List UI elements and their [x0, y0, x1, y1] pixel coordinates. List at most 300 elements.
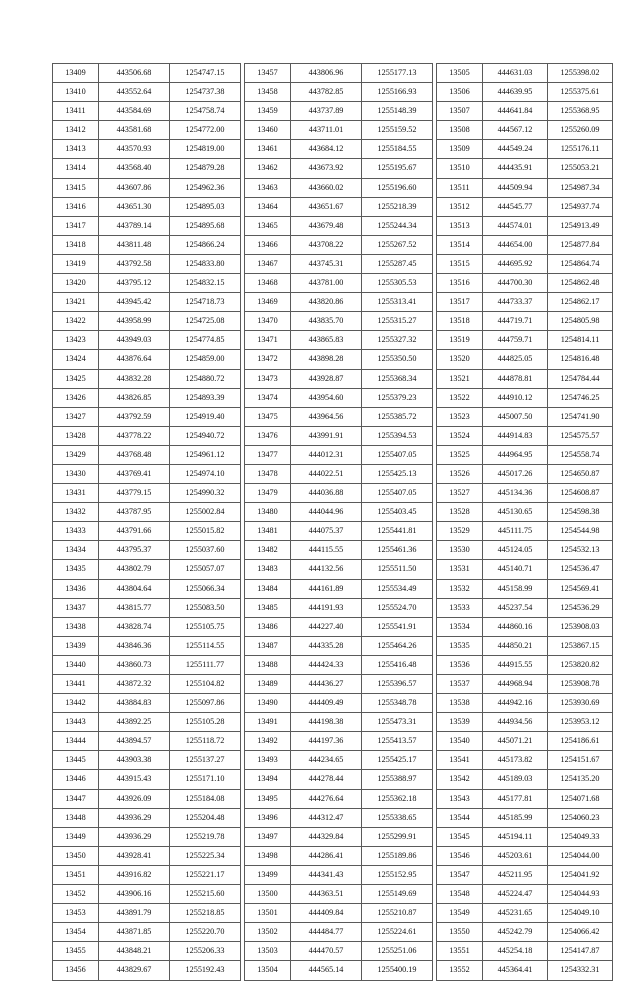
x-coordinate-cell: 443872.32 [99, 675, 170, 694]
x-coordinate-cell: 443792.58 [99, 254, 170, 273]
point-id-cell: 13451 [53, 865, 99, 884]
point-id-cell: 13466 [245, 235, 291, 254]
point-id-cell: 13506 [437, 83, 483, 102]
x-coordinate-cell: 444036.88 [291, 484, 362, 503]
point-id-cell: 13539 [437, 713, 483, 732]
x-coordinate-cell: 444968.94 [483, 675, 548, 694]
y-coordinate-cell: 1254147.87 [548, 942, 613, 961]
x-coordinate-cell: 443815.77 [99, 598, 170, 617]
x-coordinate-cell: 443876.64 [99, 350, 170, 369]
y-coordinate-cell: 1255221.17 [170, 865, 241, 884]
x-coordinate-cell: 444631.03 [483, 64, 548, 83]
point-id-cell: 13542 [437, 770, 483, 789]
y-coordinate-cell: 1253867.15 [548, 636, 613, 655]
y-coordinate-cell: 1254044.00 [548, 846, 613, 865]
y-coordinate-cell: 1255413.57 [362, 732, 433, 751]
x-coordinate-cell: 443928.41 [99, 846, 170, 865]
point-id-cell: 13456 [53, 961, 99, 980]
table-row [53, 407, 613, 426]
point-id-cell: 13446 [53, 770, 99, 789]
y-coordinate-cell: 1254880.72 [170, 369, 241, 388]
x-coordinate-cell: 443795.37 [99, 541, 170, 560]
y-coordinate-cell: 1254608.87 [548, 484, 613, 503]
table-row [53, 560, 613, 579]
point-id-cell: 13427 [53, 407, 99, 426]
point-id-cell: 13484 [245, 579, 291, 598]
y-coordinate-cell: 1254832.15 [170, 274, 241, 293]
y-coordinate-cell: 1254805.98 [548, 312, 613, 331]
point-id-cell: 13533 [437, 598, 483, 617]
point-id-cell: 13519 [437, 331, 483, 350]
y-coordinate-cell: 1255375.61 [548, 83, 613, 102]
point-id-cell: 13508 [437, 121, 483, 140]
y-coordinate-cell: 1255244.34 [362, 216, 433, 235]
table-row [53, 789, 613, 808]
x-coordinate-cell: 443806.96 [291, 64, 362, 83]
y-coordinate-cell: 1254877.84 [548, 235, 613, 254]
point-id-cell: 13409 [53, 64, 99, 83]
table-row [53, 675, 613, 694]
y-coordinate-cell: 1255388.97 [362, 770, 433, 789]
x-coordinate-cell: 444509.94 [483, 178, 548, 197]
x-coordinate-cell: 445185.99 [483, 808, 548, 827]
y-coordinate-cell: 1255192.43 [170, 961, 241, 980]
y-coordinate-cell: 1255204.48 [170, 808, 241, 827]
x-coordinate-cell: 444424.33 [291, 655, 362, 674]
x-coordinate-cell: 444719.71 [483, 312, 548, 331]
y-coordinate-cell: 1255416.48 [362, 655, 433, 674]
point-id-cell: 13458 [245, 83, 291, 102]
x-coordinate-cell: 444942.16 [483, 694, 548, 713]
point-id-cell: 13551 [437, 942, 483, 961]
table-row [53, 388, 613, 407]
point-id-cell: 13513 [437, 216, 483, 235]
x-coordinate-cell: 444276.64 [291, 789, 362, 808]
x-coordinate-cell: 444436.27 [291, 675, 362, 694]
y-coordinate-cell: 1255327.32 [362, 331, 433, 350]
y-coordinate-cell: 1254060.23 [548, 808, 613, 827]
point-id-cell: 13495 [245, 789, 291, 808]
y-coordinate-cell: 1255362.18 [362, 789, 433, 808]
y-coordinate-cell: 1255396.57 [362, 675, 433, 694]
y-coordinate-cell: 1255541.91 [362, 617, 433, 636]
y-coordinate-cell: 1255184.55 [362, 140, 433, 159]
y-coordinate-cell: 1255057.07 [170, 560, 241, 579]
y-coordinate-cell: 1255083.50 [170, 598, 241, 617]
y-coordinate-cell: 1254814.11 [548, 331, 613, 350]
point-id-cell: 13441 [53, 675, 99, 694]
x-coordinate-cell: 443789.14 [99, 216, 170, 235]
point-id-cell: 13454 [53, 923, 99, 942]
y-coordinate-cell: 1255407.05 [362, 445, 433, 464]
y-coordinate-cell: 1253930.69 [548, 694, 613, 713]
y-coordinate-cell: 1254575.57 [548, 426, 613, 445]
table-row [53, 655, 613, 674]
x-coordinate-cell: 443835.70 [291, 312, 362, 331]
point-id-cell: 13480 [245, 503, 291, 522]
x-coordinate-cell: 444191.93 [291, 598, 362, 617]
x-coordinate-cell: 443552.64 [99, 83, 170, 102]
x-coordinate-cell: 444363.51 [291, 885, 362, 904]
table-row [53, 102, 613, 121]
table-row [53, 235, 613, 254]
x-coordinate-cell: 445017.26 [483, 464, 548, 483]
y-coordinate-cell: 1254784.44 [548, 369, 613, 388]
point-id-cell: 13422 [53, 312, 99, 331]
x-coordinate-cell: 444484.77 [291, 923, 362, 942]
y-coordinate-cell: 1255066.34 [170, 579, 241, 598]
x-coordinate-cell: 443906.16 [99, 885, 170, 904]
table-row [53, 904, 613, 923]
x-coordinate-cell: 443792.59 [99, 407, 170, 426]
point-id-cell: 13476 [245, 426, 291, 445]
point-id-cell: 13529 [437, 522, 483, 541]
y-coordinate-cell: 1253820.82 [548, 655, 613, 674]
point-id-cell: 13413 [53, 140, 99, 159]
table-row [53, 617, 613, 636]
x-coordinate-cell: 444934.56 [483, 713, 548, 732]
x-coordinate-cell: 443954.60 [291, 388, 362, 407]
point-id-cell: 13538 [437, 694, 483, 713]
x-coordinate-cell: 444545.77 [483, 197, 548, 216]
point-id-cell: 13486 [245, 617, 291, 636]
x-coordinate-cell: 443826.85 [99, 388, 170, 407]
y-coordinate-cell: 1255350.50 [362, 350, 433, 369]
coordinate-table [52, 63, 613, 981]
y-coordinate-cell: 1255189.86 [362, 846, 433, 865]
x-coordinate-cell: 443779.15 [99, 484, 170, 503]
x-coordinate-cell: 444759.71 [483, 331, 548, 350]
x-coordinate-cell: 443795.12 [99, 274, 170, 293]
point-id-cell: 13485 [245, 598, 291, 617]
x-coordinate-cell: 443871.85 [99, 923, 170, 942]
x-coordinate-cell: 443828.74 [99, 617, 170, 636]
y-coordinate-cell: 1255215.60 [170, 885, 241, 904]
y-coordinate-cell: 1255218.39 [362, 197, 433, 216]
x-coordinate-cell: 443964.56 [291, 407, 362, 426]
y-coordinate-cell: 1254919.40 [170, 407, 241, 426]
table-row [53, 751, 613, 770]
point-id-cell: 13525 [437, 445, 483, 464]
point-id-cell: 13424 [53, 350, 99, 369]
y-coordinate-cell: 1255015.82 [170, 522, 241, 541]
y-coordinate-cell: 1255105.75 [170, 617, 241, 636]
point-id-cell: 13449 [53, 827, 99, 846]
y-coordinate-cell: 1255206.33 [170, 942, 241, 961]
y-coordinate-cell: 1253953.12 [548, 713, 613, 732]
point-id-cell: 13425 [53, 369, 99, 388]
table-row [53, 121, 613, 140]
y-coordinate-cell: 1254650.87 [548, 464, 613, 483]
y-coordinate-cell: 1254532.13 [548, 541, 613, 560]
x-coordinate-cell: 444278.44 [291, 770, 362, 789]
point-id-cell: 13433 [53, 522, 99, 541]
y-coordinate-cell: 1255105.28 [170, 713, 241, 732]
x-coordinate-cell: 445134.36 [483, 484, 548, 503]
x-coordinate-cell: 444012.31 [291, 445, 362, 464]
y-coordinate-cell: 1255176.11 [548, 140, 613, 159]
y-coordinate-cell: 1254819.00 [170, 140, 241, 159]
point-id-cell: 13503 [245, 942, 291, 961]
point-id-cell: 13430 [53, 464, 99, 483]
x-coordinate-cell: 444878.81 [483, 369, 548, 388]
point-id-cell: 13412 [53, 121, 99, 140]
point-id-cell: 13518 [437, 312, 483, 331]
x-coordinate-cell: 443684.12 [291, 140, 362, 159]
y-coordinate-cell: 1255159.52 [362, 121, 433, 140]
y-coordinate-cell: 1254598.38 [548, 503, 613, 522]
x-coordinate-cell: 443787.95 [99, 503, 170, 522]
y-coordinate-cell: 1255534.49 [362, 579, 433, 598]
point-id-cell: 13488 [245, 655, 291, 674]
table-row [53, 369, 613, 388]
x-coordinate-cell: 443802.79 [99, 560, 170, 579]
y-coordinate-cell: 1255368.95 [548, 102, 613, 121]
y-coordinate-cell: 1254987.34 [548, 178, 613, 197]
y-coordinate-cell: 1254833.80 [170, 254, 241, 273]
x-coordinate-cell: 444695.92 [483, 254, 548, 273]
x-coordinate-cell: 444733.37 [483, 293, 548, 312]
y-coordinate-cell: 1254746.25 [548, 388, 613, 407]
y-coordinate-cell: 1254895.68 [170, 216, 241, 235]
x-coordinate-cell: 445071.21 [483, 732, 548, 751]
y-coordinate-cell: 1255403.45 [362, 503, 433, 522]
table-row [53, 694, 613, 713]
point-id-cell: 13450 [53, 846, 99, 865]
x-coordinate-cell: 444409.84 [291, 904, 362, 923]
table-row [53, 865, 613, 884]
point-id-cell: 13444 [53, 732, 99, 751]
table-row [53, 636, 613, 655]
table-row [53, 426, 613, 445]
point-id-cell: 13465 [245, 216, 291, 235]
point-id-cell: 13489 [245, 675, 291, 694]
x-coordinate-cell: 445177.81 [483, 789, 548, 808]
point-id-cell: 13510 [437, 159, 483, 178]
x-coordinate-cell: 445130.65 [483, 503, 548, 522]
point-id-cell: 13452 [53, 885, 99, 904]
y-coordinate-cell: 1253908.78 [548, 675, 613, 694]
x-coordinate-cell: 444198.38 [291, 713, 362, 732]
point-id-cell: 13517 [437, 293, 483, 312]
y-coordinate-cell: 1254866.24 [170, 235, 241, 254]
y-coordinate-cell: 1255287.45 [362, 254, 433, 273]
x-coordinate-cell: 444312.47 [291, 808, 362, 827]
y-coordinate-cell: 1255313.41 [362, 293, 433, 312]
x-coordinate-cell: 444850.21 [483, 636, 548, 655]
table-row [53, 598, 613, 617]
x-coordinate-cell: 445364.41 [483, 961, 548, 980]
table-row [53, 254, 613, 273]
point-id-cell: 13440 [53, 655, 99, 674]
point-id-cell: 13464 [245, 197, 291, 216]
y-coordinate-cell: 1254772.00 [170, 121, 241, 140]
point-id-cell: 13537 [437, 675, 483, 694]
y-coordinate-cell: 1255305.53 [362, 274, 433, 293]
table-row [53, 350, 613, 369]
point-id-cell: 13414 [53, 159, 99, 178]
y-coordinate-cell: 1255348.78 [362, 694, 433, 713]
y-coordinate-cell: 1255315.27 [362, 312, 433, 331]
table-row [53, 464, 613, 483]
point-id-cell: 13547 [437, 865, 483, 884]
point-id-cell: 13515 [437, 254, 483, 273]
point-id-cell: 13514 [437, 235, 483, 254]
x-coordinate-cell: 445140.71 [483, 560, 548, 579]
y-coordinate-cell: 1254940.72 [170, 426, 241, 445]
point-id-cell: 13417 [53, 216, 99, 235]
point-id-cell: 13498 [245, 846, 291, 865]
y-coordinate-cell: 1255473.31 [362, 713, 433, 732]
x-coordinate-cell: 444022.51 [291, 464, 362, 483]
point-id-cell: 13535 [437, 636, 483, 655]
x-coordinate-cell: 444641.84 [483, 102, 548, 121]
point-id-cell: 13544 [437, 808, 483, 827]
y-coordinate-cell: 1255196.60 [362, 178, 433, 197]
x-coordinate-cell: 443949.03 [99, 331, 170, 350]
point-id-cell: 13429 [53, 445, 99, 464]
x-coordinate-cell: 444910.12 [483, 388, 548, 407]
x-coordinate-cell: 444335.28 [291, 636, 362, 655]
x-coordinate-cell: 443570.93 [99, 140, 170, 159]
x-coordinate-cell: 443829.67 [99, 961, 170, 980]
y-coordinate-cell: 1254879.28 [170, 159, 241, 178]
x-coordinate-cell: 444964.95 [483, 445, 548, 464]
x-coordinate-cell: 443745.31 [291, 254, 362, 273]
point-id-cell: 13521 [437, 369, 483, 388]
point-id-cell: 13448 [53, 808, 99, 827]
table-row [53, 942, 613, 961]
x-coordinate-cell: 444700.30 [483, 274, 548, 293]
x-coordinate-cell: 444565.14 [291, 961, 362, 980]
y-coordinate-cell: 1254737.38 [170, 83, 241, 102]
x-coordinate-cell: 445242.79 [483, 923, 548, 942]
point-id-cell: 13445 [53, 751, 99, 770]
y-coordinate-cell: 1254741.90 [548, 407, 613, 426]
point-id-cell: 13461 [245, 140, 291, 159]
point-id-cell: 13462 [245, 159, 291, 178]
x-coordinate-cell: 443660.02 [291, 178, 362, 197]
y-coordinate-cell: 1254044.93 [548, 885, 613, 904]
y-coordinate-cell: 1254718.73 [170, 293, 241, 312]
x-coordinate-cell: 443958.99 [99, 312, 170, 331]
x-coordinate-cell: 444341.43 [291, 865, 362, 884]
point-id-cell: 13505 [437, 64, 483, 83]
y-coordinate-cell: 1255400.19 [362, 961, 433, 980]
x-coordinate-cell: 445237.54 [483, 598, 548, 617]
point-id-cell: 13524 [437, 426, 483, 445]
y-coordinate-cell: 1255218.85 [170, 904, 241, 923]
point-id-cell: 13415 [53, 178, 99, 197]
table-row [53, 140, 613, 159]
y-coordinate-cell: 1255225.34 [170, 846, 241, 865]
x-coordinate-cell: 443791.66 [99, 522, 170, 541]
y-coordinate-cell: 1255425.17 [362, 751, 433, 770]
table-row [53, 274, 613, 293]
x-coordinate-cell: 444227.40 [291, 617, 362, 636]
x-coordinate-cell: 445124.05 [483, 541, 548, 560]
point-id-cell: 13483 [245, 560, 291, 579]
x-coordinate-cell: 445203.61 [483, 846, 548, 865]
y-coordinate-cell: 1255104.82 [170, 675, 241, 694]
point-id-cell: 13527 [437, 484, 483, 503]
y-coordinate-cell: 1254961.12 [170, 445, 241, 464]
y-coordinate-cell: 1254774.85 [170, 331, 241, 350]
x-coordinate-cell: 443778.22 [99, 426, 170, 445]
point-id-cell: 13468 [245, 274, 291, 293]
point-id-cell: 13479 [245, 484, 291, 503]
point-id-cell: 13512 [437, 197, 483, 216]
point-id-cell: 13438 [53, 617, 99, 636]
x-coordinate-cell: 443894.57 [99, 732, 170, 751]
point-id-cell: 13460 [245, 121, 291, 140]
x-coordinate-cell: 444132.56 [291, 560, 362, 579]
x-coordinate-cell: 444860.16 [483, 617, 548, 636]
x-coordinate-cell: 444549.24 [483, 140, 548, 159]
point-id-cell: 13473 [245, 369, 291, 388]
point-id-cell: 13528 [437, 503, 483, 522]
point-id-cell: 13428 [53, 426, 99, 445]
x-coordinate-cell: 443768.48 [99, 445, 170, 464]
point-id-cell: 13550 [437, 923, 483, 942]
point-id-cell: 13443 [53, 713, 99, 732]
point-id-cell: 13520 [437, 350, 483, 369]
x-coordinate-cell: 445189.03 [483, 770, 548, 789]
table-row [53, 885, 613, 904]
x-coordinate-cell: 443926.09 [99, 789, 170, 808]
point-id-cell: 13437 [53, 598, 99, 617]
y-coordinate-cell: 1255379.23 [362, 388, 433, 407]
y-coordinate-cell: 1254859.00 [170, 350, 241, 369]
y-coordinate-cell: 1253908.03 [548, 617, 613, 636]
point-id-cell: 13435 [53, 560, 99, 579]
x-coordinate-cell: 444435.91 [483, 159, 548, 178]
x-coordinate-cell: 444470.57 [291, 942, 362, 961]
point-id-cell: 13501 [245, 904, 291, 923]
x-coordinate-cell: 443832.28 [99, 369, 170, 388]
x-coordinate-cell: 443811.48 [99, 235, 170, 254]
table-row [53, 159, 613, 178]
point-id-cell: 13549 [437, 904, 483, 923]
y-coordinate-cell: 1255118.72 [170, 732, 241, 751]
table-row [53, 331, 613, 350]
point-id-cell: 13475 [245, 407, 291, 426]
x-coordinate-cell: 445231.65 [483, 904, 548, 923]
point-id-cell: 13496 [245, 808, 291, 827]
x-coordinate-cell: 445158.99 [483, 579, 548, 598]
table-row [53, 713, 613, 732]
y-coordinate-cell: 1255137.27 [170, 751, 241, 770]
y-coordinate-cell: 1254066.42 [548, 923, 613, 942]
x-coordinate-cell: 444654.00 [483, 235, 548, 254]
point-id-cell: 13500 [245, 885, 291, 904]
point-id-cell: 13410 [53, 83, 99, 102]
point-id-cell: 13522 [437, 388, 483, 407]
x-coordinate-cell: 443846.36 [99, 636, 170, 655]
y-coordinate-cell: 1254041.92 [548, 865, 613, 884]
point-id-cell: 13436 [53, 579, 99, 598]
y-coordinate-cell: 1254725.08 [170, 312, 241, 331]
point-id-cell: 13434 [53, 541, 99, 560]
table-row [53, 445, 613, 464]
table-row [53, 64, 613, 83]
y-coordinate-cell: 1255224.61 [362, 923, 433, 942]
x-coordinate-cell: 444915.55 [483, 655, 548, 674]
y-coordinate-cell: 1255461.36 [362, 541, 433, 560]
x-coordinate-cell: 444914.83 [483, 426, 548, 445]
y-coordinate-cell: 1255210.87 [362, 904, 433, 923]
point-id-cell: 13548 [437, 885, 483, 904]
